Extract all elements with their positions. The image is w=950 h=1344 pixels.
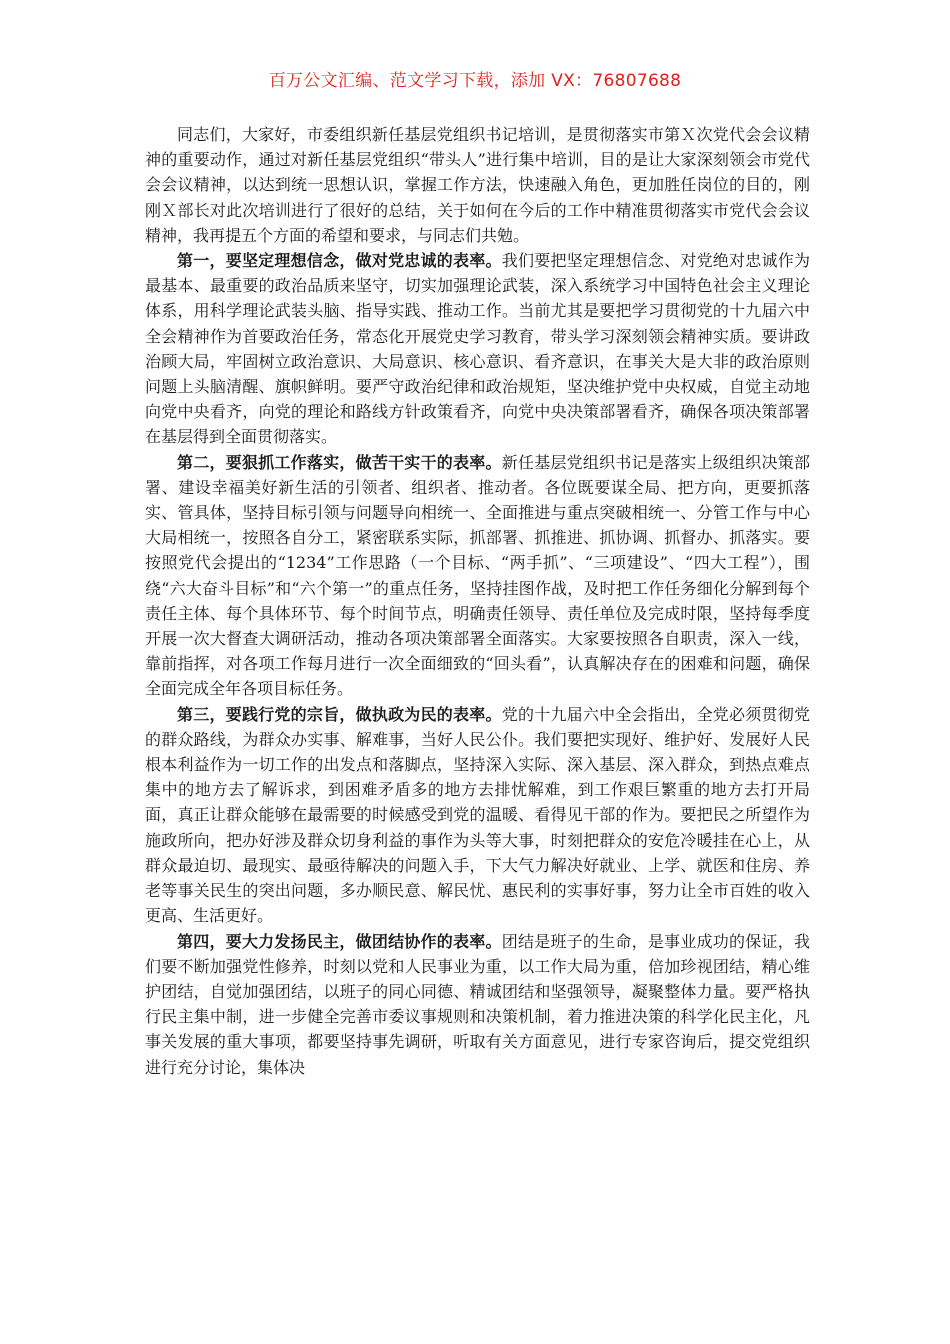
section-paragraph-1 (145, 248, 810, 450)
section-text-4: 团结是班子的生命，是事业成功的保证，我们要不断加强党性修养，时刻以党和人民事业为重，以工作大局为重，倍加珍视团结，精心维护团结，自觉加强团结，以班子的同心同德、精诚团结和坚强领导，凝聚整体力量。要严格执行民主集中制，进一步健全完善市委议事规则和决策机制，着力推进决策的科学化民主化，凡事关发展的重大事项，都要坚持事先调研，听取有关方面意见，进行专家咨询后，提交党组织进行充分讨论，集体决 (145, 931, 810, 1077)
section-paragraph-2 (145, 450, 810, 702)
section-paragraph-4 (145, 929, 810, 1080)
intro-paragraph: 同志们，大家好，市委组织新任基层党组织书记培训，是贯彻落实市第Ｘ次党代会会议精神的重要动作，通过对新任基层党组织“带头人”进行集中培训，目的是让大家深刻领会市党代会会议精神，以达到统一思想认识，掌握工作方法，快速融入角色，更加胜任岗位的目的，刚刚Ｘ部长对此次培训进行了很好的总结，关于如何在今后的工作中精准贯彻落实市党代会会议精神，我再提五个方面的希望和要求，与同志们共勉。 (145, 125, 810, 245)
section-text-3: 党的十九届六中全会指出，全党必须贯彻党的群众路线，为群众办实事、解难事，当好人民公仆。我们要把实现好、维护好、发展好人民根本利益作为一切工作的出发点和落脚点，坚持深入实际、深入基层、深入群众，到热点难点集中的地方去了解诉求，到困难矛盾多的地方去排忧解难，到工作艰巨繁重的地方去打开局面，真正让群众能够在最需要的时候感受到党的温暖、看得见干部的作为。要把民之所望作为施政所向，把办好涉及群众切身利益的事作为头等大事，时刻把群众的安危冷暖挂在心上，从群众最迫切、最现实、最亟待解决的问题入手，下大气力解决好就业、上学、就医和住房、养老等事关民生的突出问题，多办顺民意、解民忧、惠民利的实事好事，努力让全市百姓的收入更高、生活更好。 (145, 704, 810, 926)
section-text-1: 我们要把坚定理想信念、对党绝对忠诚作为最基本、最重要的政治品质来坚守，切实加强理论武装，深入系统学习中国特色社会主义理论体系，用科学理论武装头脑、指导实践、推动工作。当前尤其是要把学习贯彻党的十九届六中全会精神作为首要政治任务，常态化开展党史学习教育，带头学习深刻领会精神实质。要讲政治顾大局，牢固树立政治意识、大局意识、核心意识、看齐意识，在事关大是大非的政治原则问题上头脑清醒、旗帜鲜明。要严守政治纪律和政治规矩，坚决维护党中央权威，自觉主动地向党中央看齐，向党的理论和路线方针政策看齐，向党中央决策部署看齐，确保各项决策部署在基层得到全面贯彻落实。 (145, 251, 810, 447)
section-paragraph-3 (145, 702, 810, 929)
section-heading-3: 第三，要践行党的宗旨，做执政为民的表率。 (177, 704, 502, 724)
document-body (145, 122, 810, 1080)
section-heading-2: 第二，要狠抓工作落实，做苦干实干的表率。 (177, 452, 502, 472)
section-heading-4: 第四，要大力发扬民主，做团结协作的表率。 (177, 931, 502, 951)
section-heading-1: 第一，要坚定理想信念，做对党忠诚的表率。 (177, 251, 502, 271)
section-text-2: 新任基层党组织书记是落实上级组织决策部署、建设幸福美好新生活的引领者、组织者、推动者。各位既要谋全局、把方向，更要抓落实、管具体，坚持目标引领与问题导向相统一、全面推进与重点突破相统一、分管工作与中心大局相统一，按照各自分工，紧密联系实际，抓部署、抓推进、抓协调、抓督办、抓落实。要按照党代会提出的“1234”工作思路（一个目标、“两手抓”、“三项建设”、“四大工程”），围绕“六大奋斗目标”和“六个第一”的重点任务，坚持挂图作战，及时把工作任务细化分解到每个责任主体、每个具体环节、每个时间节点，明确责任领导、责任单位及完成时限，坚持每季度开展一次大督查大调研活动，推动各项决策部署全面落实。大家要按照各自职责，深入一线，靠前指挥，对各项工作每月进行一次全面细致的“回头看”，认真解决存在的困难和问题，确保全面完成全年各项目标任务。 (145, 452, 810, 699)
download-banner: 百万公文汇编、范文学习下载，添加 VX：76807688 (268, 71, 682, 91)
